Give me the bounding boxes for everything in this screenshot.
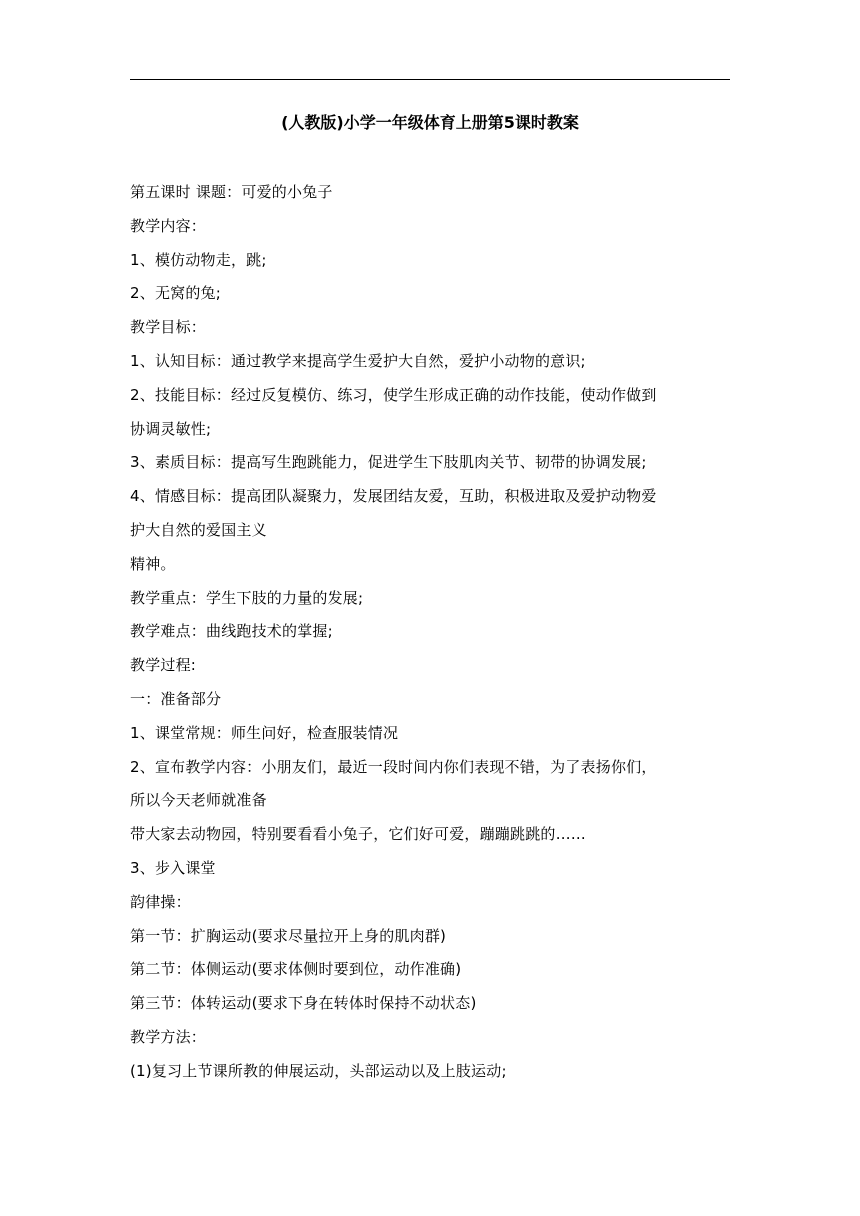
body-line: 教学难点：曲线跑技术的掌握; — [130, 622, 333, 641]
header-rule — [130, 79, 730, 80]
body-line: 韵律操： — [130, 892, 191, 911]
body-line: 2、宣布教学内容：小朋友们，最近一段时间内你们表现不错，为了表扬你们， — [130, 757, 657, 776]
body-line: (1)复习上节课所教的伸展运动，头部运动以及上肢运动; — [130, 1061, 507, 1080]
body-line: 教学目标： — [130, 318, 207, 337]
body-line: 协调灵敏性; — [130, 419, 212, 438]
body-line: 4、情感目标：提高团队凝聚力，发展团结友爱，互助，积极进取及爱护动物爱 — [130, 487, 657, 506]
body-line: 教学过程: — [130, 656, 197, 675]
body-line: 第五课时 课题：可爱的小兔子 — [130, 183, 333, 201]
body-line: 1、认知目标：通过教学来提高学生爱护大自然，爱护小动物的意识; — [130, 351, 586, 370]
document-body — [130, 176, 730, 1089]
body-line: 1、课堂常规：师生问好，检查服装情况 — [130, 723, 399, 742]
document-title: (人教版)小学一年级体育上册第5课时教案 — [281, 113, 579, 132]
body-line: 教学内容： — [130, 216, 207, 235]
body-line: 第一节：扩胸运动(要求尽量拉开上身的肌肉群) — [130, 926, 447, 945]
body-line: 带大家去动物园，特别要看看小兔子，它们好可爱，蹦蹦跳跳的…… — [130, 825, 587, 844]
body-line: 教学方法： — [130, 1027, 207, 1046]
body-line: 精神。 — [130, 554, 176, 573]
body-line: 2、无窝的兔; — [130, 284, 221, 303]
body-line: 1、模仿动物走，跳; — [130, 250, 267, 269]
body-line: 第二节：体侧运动(要求体侧时要到位，动作准确) — [130, 960, 462, 979]
body-line: 第三节：体转运动(要求下身在转体时保持不动状态) — [130, 994, 477, 1013]
body-line: 一：准备部分 — [130, 689, 222, 708]
body-line: 3、步入课堂 — [130, 858, 216, 877]
body-line: 护大自然的爱国主义 — [130, 520, 267, 539]
body-line: 教学重点：学生下肢的力量的发展; — [130, 588, 364, 607]
body-line: 所以今天老师就准备 — [130, 791, 267, 810]
body-line: 2、技能目标：经过反复模仿、练习，使学生形成正确的动作技能，使动作做到 — [130, 385, 657, 404]
body-line: 3、素质目标：提高写生跑跳能力，促进学生下肢肌肉关节、韧带的协调发展; — [130, 453, 647, 472]
